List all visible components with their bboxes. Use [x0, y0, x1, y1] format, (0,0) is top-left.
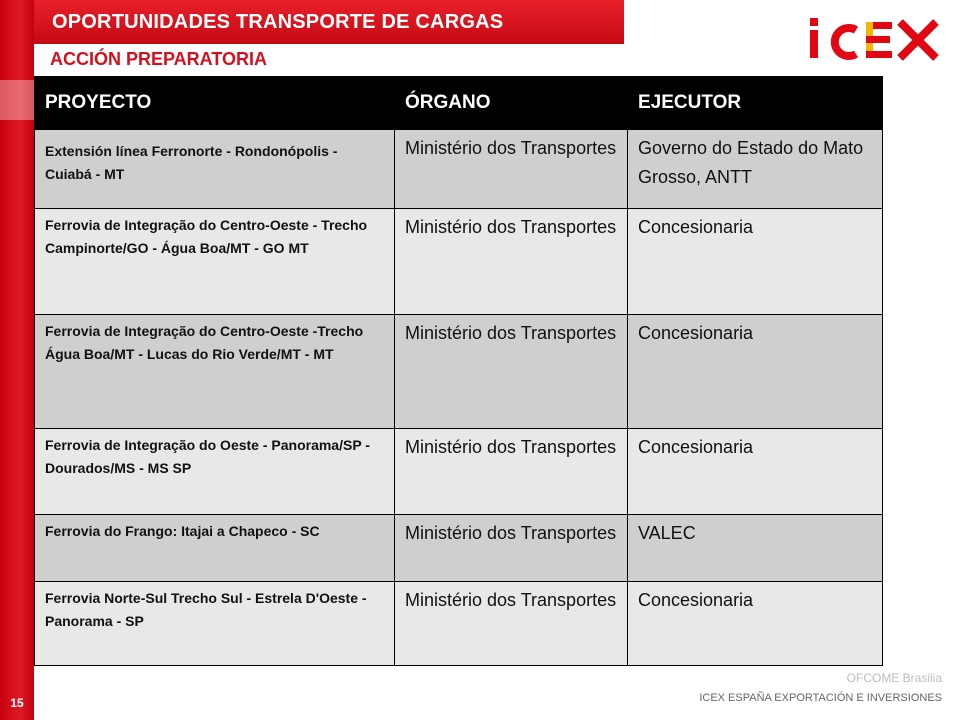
left-bar-sheen	[0, 80, 34, 120]
footer-office: OFCOME Brasilia	[846, 671, 942, 685]
subtitle: ACCIÓN PREPARATORIA	[50, 49, 268, 69]
cell-proyecto: Ferrovia de Integração do Oeste - Panorama/SP - Dourados/MS - MS SP	[35, 429, 395, 515]
left-accent-bar	[0, 0, 34, 720]
table-header-row	[35, 77, 883, 130]
table-row	[35, 130, 883, 209]
cell-ejecutor: VALEC	[628, 515, 883, 582]
table-row	[35, 209, 883, 315]
cell-ejecutor: Concesionaria	[628, 209, 883, 315]
table-row	[35, 429, 883, 515]
page-number: 15	[10, 696, 24, 710]
cell-organo: Ministério dos Transportes	[395, 315, 628, 429]
cell-organo: Ministério dos Transportes	[395, 515, 628, 582]
cell-ejecutor: Governo do Estado do Mato Grosso, ANTT	[628, 130, 883, 209]
column-header-organo: ÓRGANO	[395, 77, 628, 130]
icex-logo-icon	[808, 14, 942, 62]
title-banner: OPORTUNIDADES TRANSPORTE DE CARGAS	[34, 0, 624, 44]
cell-proyecto: Extensión línea Ferronorte - Rondonópolis - Cuiabá - MT	[35, 130, 395, 209]
table-row	[35, 515, 883, 582]
cell-organo: Ministério dos Transportes	[395, 130, 628, 209]
table-row	[35, 315, 883, 429]
cell-proyecto: Ferrovia do Frango: Itajai a Chapeco - SC	[35, 515, 395, 582]
footer-org: ICEX ESPAÑA EXPORTACIÓN E INVERSIONES	[699, 692, 942, 704]
cell-organo: Ministério dos Transportes	[395, 582, 628, 666]
cell-ejecutor: Concesionaria	[628, 315, 883, 429]
cell-proyecto: Ferrovia de Integração do Centro-Oeste -Trecho Água Boa/MT - Lucas do Rio Verde/MT - MT	[35, 315, 395, 429]
projects-table	[34, 76, 883, 666]
cell-proyecto: Ferrovia Norte-Sul Trecho Sul - Estrela D'Oeste - Panorama - SP	[35, 582, 395, 666]
cell-proyecto: Ferrovia de Integração do Centro-Oeste - Trecho Campinorte/GO - Água Boa/MT - GO MT	[35, 209, 395, 315]
cell-organo: Ministério dos Transportes	[395, 209, 628, 315]
table-row	[35, 582, 883, 666]
icex-logo	[808, 14, 942, 62]
cell-organo: Ministério dos Transportes	[395, 429, 628, 515]
cell-ejecutor: Concesionaria	[628, 429, 883, 515]
cell-ejecutor: Concesionaria	[628, 582, 883, 666]
column-header-proyecto: PROYECTO	[35, 77, 395, 130]
column-header-ejecutor: EJECUTOR	[628, 77, 883, 130]
